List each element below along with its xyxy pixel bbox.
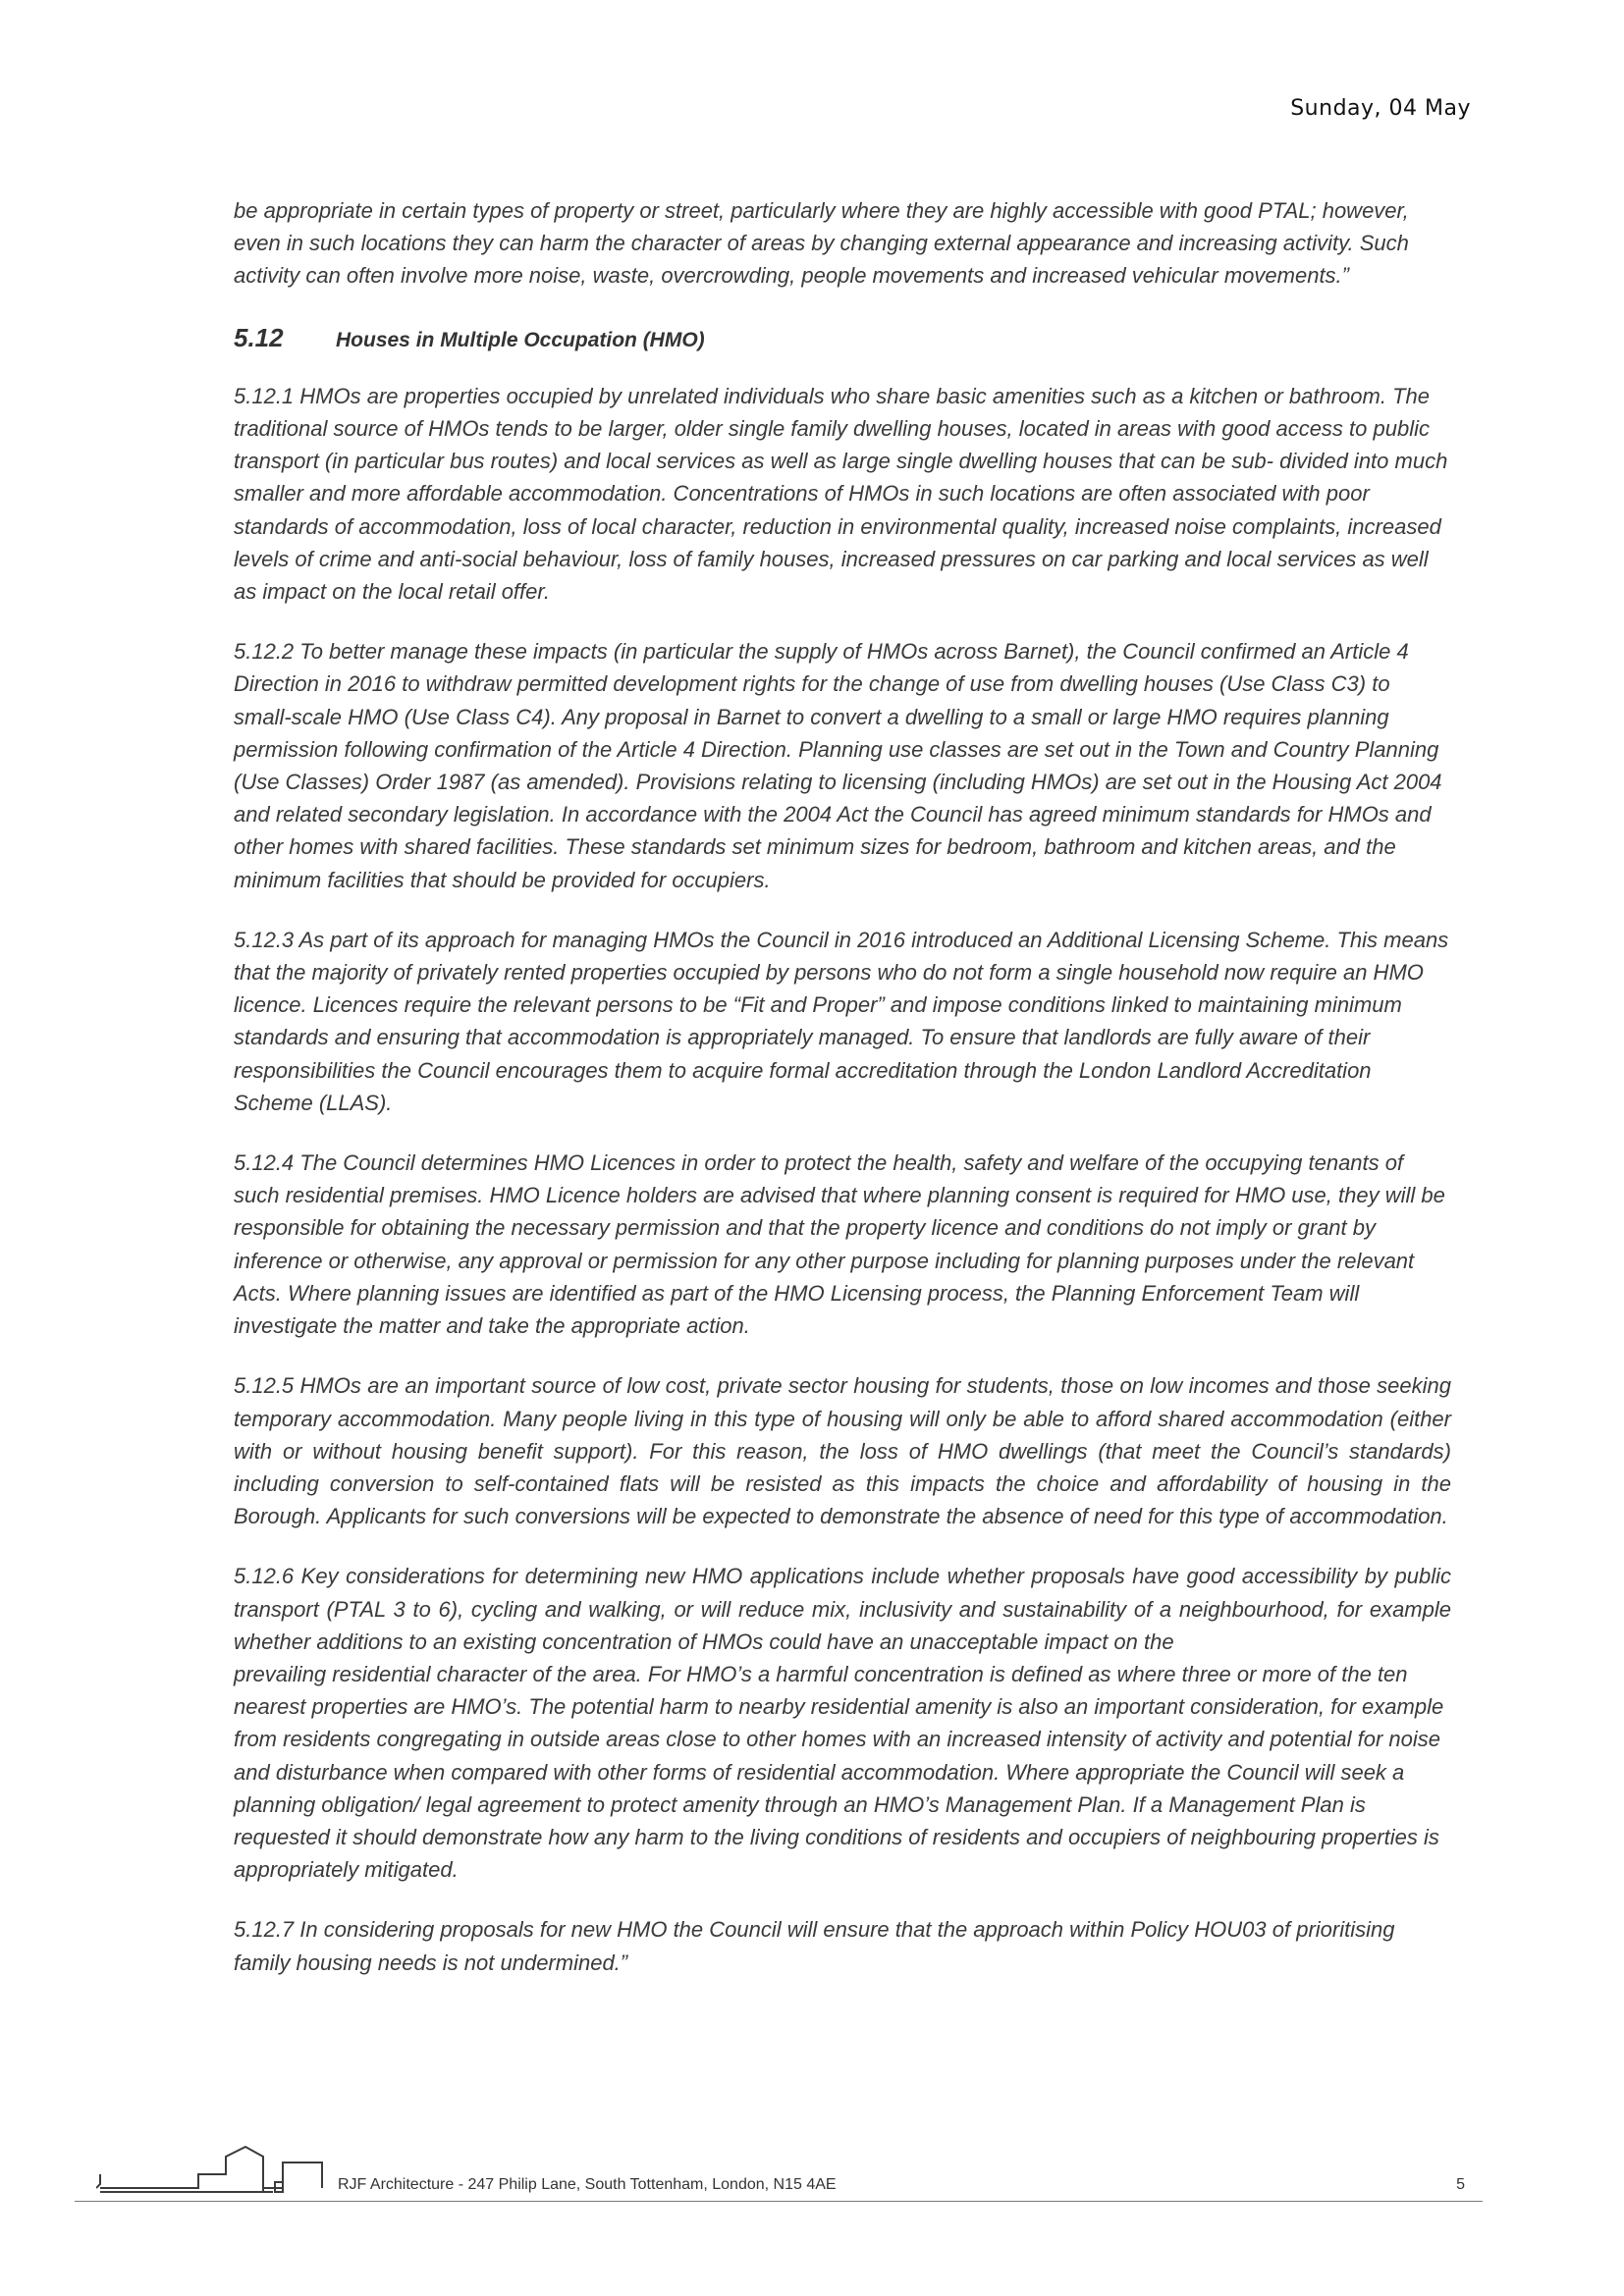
paragraph-5-12-2: 5.12.2 To better manage these impacts (in particular the supply of HMOs across Barnet), the Council confirmed an Article 4 Direction in 2016 to withdraw permitted development rights for the change of use from dwelling houses (Use Class C3) to small-scale HMO (Use Class C4). Any proposal in Barnet to convert a dwelling to a small or large HMO requires planning permission following confirmation of the Article 4 Direction. Planning use classes are set out in the Town and Country Planning (Use Classes) Order 1987 (as amended). Provisions relating to licensing (including HMOs) are set out in the Housing Act 2004 and related secondary legislation. In accordance with the 2004 Act the Council has agreed minimum standards for HMOs and other homes with shared facilities. These standards set minimum sizes for bedroom, bathroom and kitchen areas, and the minimum facilities that should be provided for occupiers. [234,639,1442,892]
footer-rule [75,2201,1483,2202]
paragraph-5-12-4: 5.12.4 The Council determines HMO Licences in order to protect the health, safety and welfare of the occupying tenants of such residential premises. HMO Licence holders are advised that where planning consent is required for HMO use, they will be responsible for obtaining the necessary permission and that the property licence and conditions do not imply or grant by inference or otherwise, any approval or permission for any other purpose including for planning purposes under the relevant Acts. Where planning issues are identified as part of the HMO Licensing process, the Planning Enforcement Team will investigate the matter and take the appropriate action. [234,1150,1445,1339]
paragraph-5-12-6-part-b: prevailing residential character of the area. For HMO’s a harmful concentration is defined as where three or more of the ten nearest properties are HMO’s. The potential harm to nearby residential amenity is also an important consideration, for example from residents congregating in outside areas close to other homes with an increased intensity of activity and potential for noise and disturbance when compared with other forms of residential accommodation. Where appropriate the Council will seek a planning obligation/ legal agreement to protect amenity through an HMO’s Management Plan. If a Management Plan is requested it should demonstrate how any harm to the living conditions of residents and occupiers of neighbouring properties is appropriately mitigated. [234,1661,1444,1883]
paragraph-5-12-7: 5.12.7 In considering proposals for new HMO the Council will ensure that the approach within Policy HOU03 of prioritising family housing needs is not undermined.” [234,1917,1395,1975]
paragraph-5-12-3: 5.12.3 As part of its approach for managing HMOs the Council in 2016 introduced an Additional Licensing Scheme. This means that the majority of privately rented properties occupied by persons who do not form a single household now require an HMO licence. Licences require the relevant persons to be “Fit and Proper” and impose conditions linked to maintaining minimum standards and ensuring that accommodation is appropriately managed. To ensure that landlords are fully aware of their responsibilities the Council encourages them to acquire formal accreditation through the London Landlord Accreditation Scheme (LLAS). [234,927,1449,1115]
paragraph-5-12-6-part-a: 5.12.6 Key considerations for determining new HMO applications include whether proposals have good accessibility by public transport (PTAL 3 to 6), cycling and walking, or will reduce mix, inclusivity and sustainability of a neighbourhood, for example whether additions to an existing concentration of HMOs could have an unacceptable impact on the [234,1564,1451,1654]
paragraph-5-12-1: 5.12.1 HMOs are properties occupied by unrelated individuals who share basic amenities such as a kitchen or bathroom. The traditional source of HMOs tends to be larger, older single family dwelling houses, located in areas with good access to public transport (in particular bus routes) and local services as well as large single dwelling houses that can be sub- divided into much smaller and more affordable accommodation. Concentrations of HMOs in such locations are often associated with poor standards of accommodation, loss of local character, reduction in environmental quality, increased noise complaints, increased levels of crime and anti-social behaviour, loss of family houses, increased pressures on car parking and local services as well as impact on the local retail offer. [234,383,1448,605]
page-number: 5 [1456,2176,1465,2193]
footer-address: RJF Architecture - 247 Philip Lane, South Tottenham, London, N15 4AE [338,2176,837,2193]
intro-paragraph: be appropriate in certain types of property or street, particularly where they are highly accessible with good PTAL; however, even in such locations they can harm the character of areas by changing external appearance and increasing activity. Such activity can often involve more noise, waste, overcrowding, people movements and increased vehicular movements.” [234,198,1409,289]
section-title: Houses in Multiple Occupation (HMO) [336,328,705,351]
paragraph-5-12-5: 5.12.5 HMOs are an important source of low cost, private sector housing for students, those on low incomes and those seeking temporary accommodation. Many people living in this type of housing will only be able to afford shared accommodation (either with or without housing benefit support). For this reason, the loss of HMO dwellings (that meet the Council’s standards) including conversion to self-contained flats will be resisted as this impacts the choice and affordability of housing in the Borough. Applicants for such conversions will be expected to demonstrate the absence of need for this type of accommodation. [234,1373,1451,1529]
document-body [234,194,1451,2006]
section-heading [234,322,1451,356]
section-number: 5.12 [234,322,284,352]
header-date: Sunday, 04 May [1290,96,1471,121]
page-footer [75,2145,1483,2204]
